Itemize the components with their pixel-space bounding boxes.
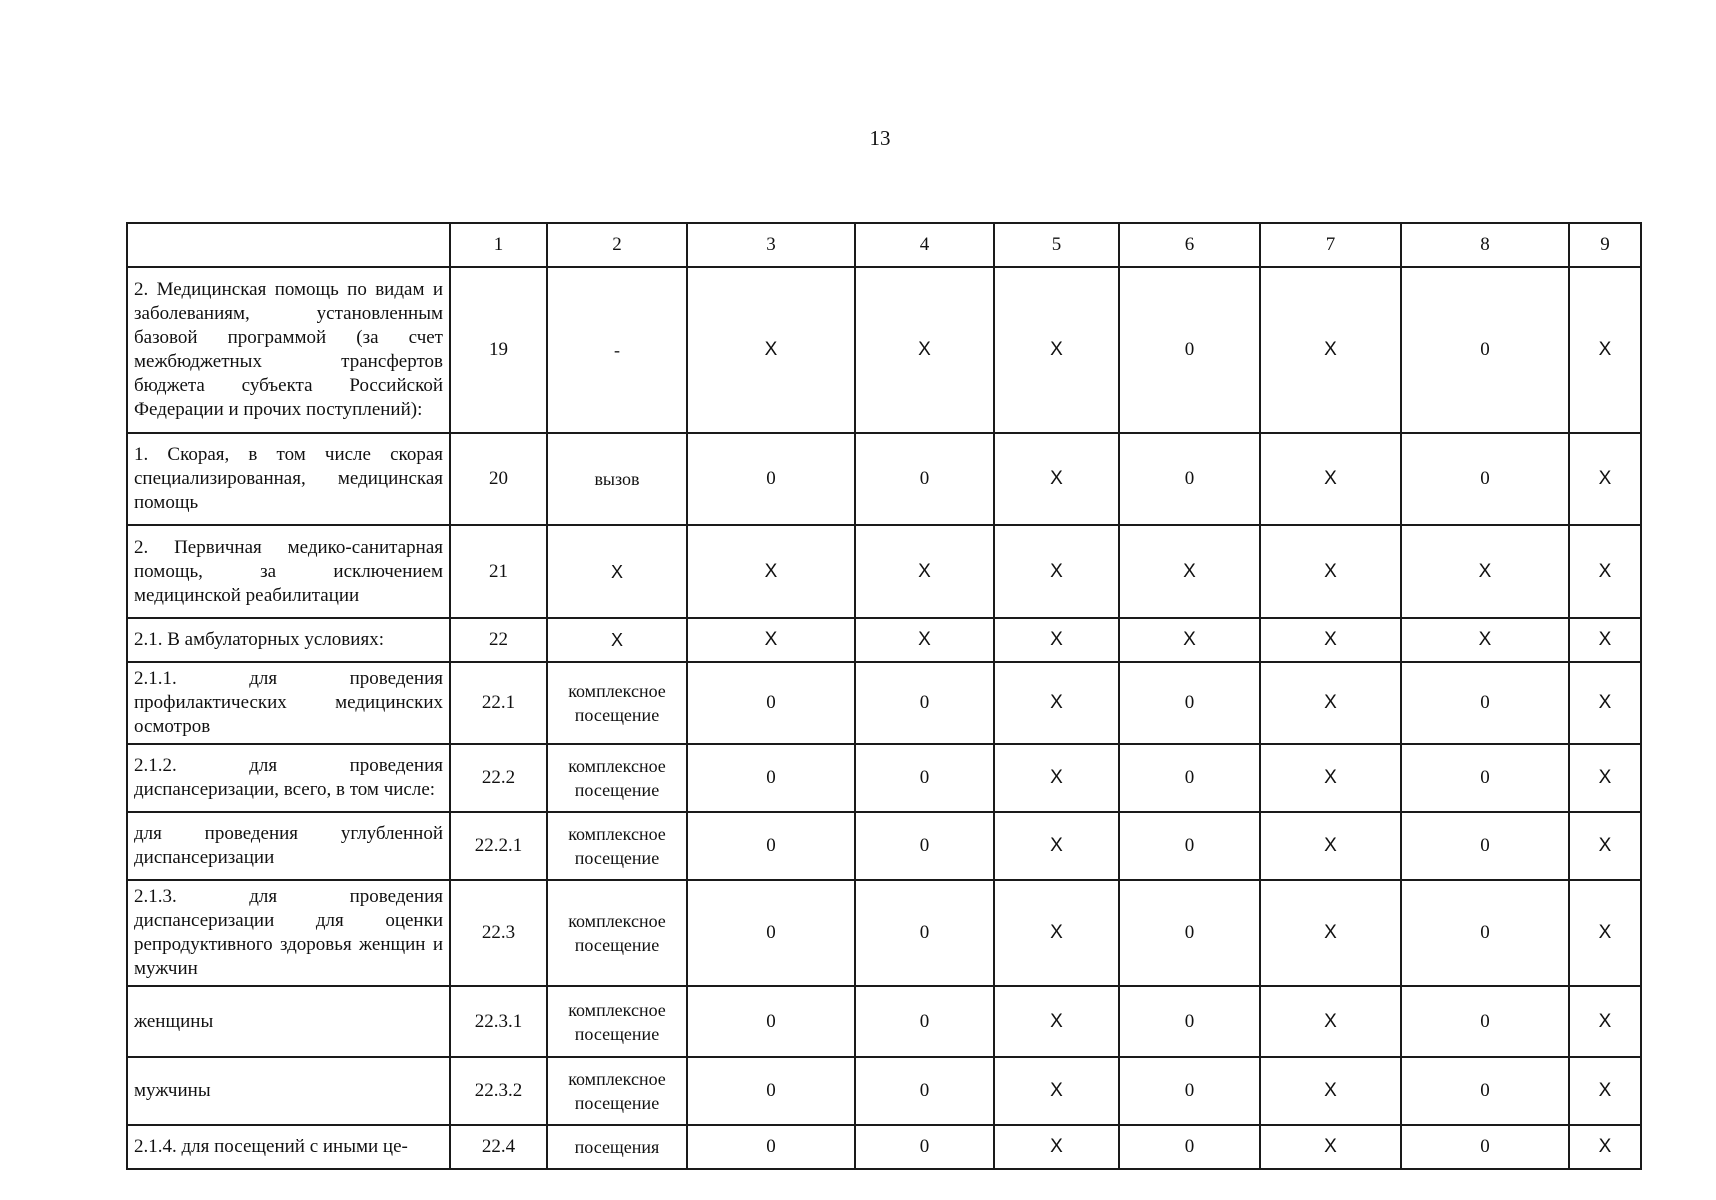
value-cell: 0 xyxy=(1401,880,1569,986)
value-cell: 0 xyxy=(855,1125,994,1169)
value-cell: X xyxy=(1260,880,1401,986)
value-cell: X xyxy=(1569,525,1641,618)
row-name-cell: женщины xyxy=(127,986,450,1057)
value-cell: X xyxy=(994,267,1119,433)
value-cell: 0 xyxy=(1119,662,1260,744)
value-cell: 0 xyxy=(855,812,994,880)
unit-cell: комплексное посещение xyxy=(547,986,687,1057)
value-cell: X xyxy=(1260,618,1401,662)
table-row xyxy=(127,662,1641,744)
row-name-cell: 2. Первичная медико-санитарная помощь, за исключением медицинской реабилитации xyxy=(127,525,450,618)
row-number-cell: 22.2.1 xyxy=(450,812,547,880)
row-number-cell: 22.3.2 xyxy=(450,1057,547,1125)
header-cell: 8 xyxy=(1401,223,1569,267)
header-cell: 6 xyxy=(1119,223,1260,267)
value-cell: 0 xyxy=(1401,812,1569,880)
value-cell: X xyxy=(1260,1125,1401,1169)
row-number-cell: 22.4 xyxy=(450,1125,547,1169)
unit-cell: вызов xyxy=(547,433,687,525)
value-cell: 0 xyxy=(855,880,994,986)
header-cell: 5 xyxy=(994,223,1119,267)
value-cell: 0 xyxy=(1401,267,1569,433)
value-cell: 0 xyxy=(1119,744,1260,812)
value-cell: 0 xyxy=(1401,433,1569,525)
value-cell: X xyxy=(1569,1125,1641,1169)
column-number-row xyxy=(127,223,1641,267)
value-cell: X xyxy=(1260,662,1401,744)
value-cell: X xyxy=(1260,433,1401,525)
table-row xyxy=(127,267,1641,433)
value-cell: X xyxy=(1119,618,1260,662)
value-cell: X xyxy=(1260,267,1401,433)
table-row xyxy=(127,433,1641,525)
value-cell: X xyxy=(994,618,1119,662)
table-row xyxy=(127,812,1641,880)
value-cell: X xyxy=(1569,812,1641,880)
value-cell: 0 xyxy=(687,433,855,525)
value-cell: X xyxy=(855,618,994,662)
value-cell: X xyxy=(1260,986,1401,1057)
value-cell: X xyxy=(1401,618,1569,662)
value-cell: X xyxy=(1569,744,1641,812)
table-body xyxy=(127,223,1641,1169)
header-cell: 2 xyxy=(547,223,687,267)
value-cell: X xyxy=(994,744,1119,812)
value-cell: 0 xyxy=(687,880,855,986)
unit-cell: посещения xyxy=(547,1125,687,1169)
row-number-cell: 22 xyxy=(450,618,547,662)
row-name-cell: для проведения углубленной диспансеризации xyxy=(127,812,450,880)
row-name-cell: 2.1.2. для проведения диспансеризации, всего, в том числе: xyxy=(127,744,450,812)
row-name-cell: 2. Медицинская помощь по видам и заболеваниям, установленным базовой программой (за счет межбюджетных трансфертов бюджета субъекта Российской Федерации и прочих поступлений): xyxy=(127,267,450,433)
row-number-cell: 20 xyxy=(450,433,547,525)
unit-cell: - xyxy=(547,267,687,433)
value-cell: X xyxy=(1260,812,1401,880)
value-cell: 0 xyxy=(687,986,855,1057)
value-cell: X xyxy=(994,880,1119,986)
value-cell: X xyxy=(994,662,1119,744)
value-cell: 0 xyxy=(1119,1057,1260,1125)
row-number-cell: 21 xyxy=(450,525,547,618)
value-cell: 0 xyxy=(1401,1057,1569,1125)
unit-cell: комплексное посещение xyxy=(547,662,687,744)
value-cell: X xyxy=(994,525,1119,618)
value-cell: 0 xyxy=(1401,986,1569,1057)
value-cell: X xyxy=(855,267,994,433)
value-cell: X xyxy=(687,618,855,662)
value-cell: X xyxy=(994,1125,1119,1169)
value-cell: X xyxy=(994,433,1119,525)
value-cell: 0 xyxy=(1119,880,1260,986)
value-cell: X xyxy=(1260,525,1401,618)
value-cell: X xyxy=(687,267,855,433)
header-cell: 4 xyxy=(855,223,994,267)
table-row xyxy=(127,744,1641,812)
table-row xyxy=(127,1057,1641,1125)
row-name-cell: 2.1. В амбулаторных условиях: xyxy=(127,618,450,662)
value-cell: 0 xyxy=(687,1125,855,1169)
value-cell: X xyxy=(1569,880,1641,986)
value-cell: X xyxy=(994,812,1119,880)
table-row xyxy=(127,525,1641,618)
table-row xyxy=(127,1125,1641,1169)
value-cell: X xyxy=(1569,267,1641,433)
value-cell: 0 xyxy=(687,662,855,744)
row-name-cell: 2.1.1. для проведения профилактических медицинских осмотров xyxy=(127,662,450,744)
value-cell: 0 xyxy=(855,662,994,744)
value-cell: 0 xyxy=(687,1057,855,1125)
row-number-cell: 22.1 xyxy=(450,662,547,744)
unit-cell: комплексное посещение xyxy=(547,812,687,880)
unit-cell: X xyxy=(547,618,687,662)
value-cell: 0 xyxy=(1119,986,1260,1057)
value-cell: 0 xyxy=(1401,662,1569,744)
value-cell: X xyxy=(1569,662,1641,744)
row-number-cell: 22.3 xyxy=(450,880,547,986)
row-name-cell: 2.1.4. для посещений с иными це- xyxy=(127,1125,450,1169)
header-cell: 9 xyxy=(1569,223,1641,267)
value-cell: 0 xyxy=(687,812,855,880)
value-cell: 0 xyxy=(1401,1125,1569,1169)
unit-cell: X xyxy=(547,525,687,618)
row-name-cell: 1. Скорая, в том числе скорая специализированная, медицинская помощь xyxy=(127,433,450,525)
value-cell: 0 xyxy=(687,744,855,812)
value-cell: X xyxy=(1260,1057,1401,1125)
unit-cell: комплексное посещение xyxy=(547,744,687,812)
header-cell: 7 xyxy=(1260,223,1401,267)
row-name-cell: 2.1.3. для проведения диспансеризации для оценки репродуктивного здоровья женщин и мужчин xyxy=(127,880,450,986)
row-number-cell: 22.3.1 xyxy=(450,986,547,1057)
unit-cell: комплексное посещение xyxy=(547,880,687,986)
value-cell: X xyxy=(1569,1057,1641,1125)
value-cell: X xyxy=(855,525,994,618)
value-cell: 0 xyxy=(1119,433,1260,525)
value-cell: X xyxy=(1119,525,1260,618)
value-cell: X xyxy=(994,986,1119,1057)
row-number-cell: 22.2 xyxy=(450,744,547,812)
value-cell: 0 xyxy=(855,433,994,525)
value-cell: X xyxy=(1569,618,1641,662)
value-cell: 0 xyxy=(855,986,994,1057)
table-row xyxy=(127,618,1641,662)
value-cell: 0 xyxy=(1119,1125,1260,1169)
table-row xyxy=(127,986,1641,1057)
table-row xyxy=(127,880,1641,986)
value-cell: X xyxy=(1569,433,1641,525)
header-cell: 1 xyxy=(450,223,547,267)
value-cell: X xyxy=(1260,744,1401,812)
value-cell: 0 xyxy=(855,1057,994,1125)
page-number: 13 xyxy=(869,126,891,150)
value-cell: X xyxy=(687,525,855,618)
unit-cell: комплексное посещение xyxy=(547,1057,687,1125)
value-cell: 0 xyxy=(1119,812,1260,880)
value-cell: 0 xyxy=(1401,744,1569,812)
value-cell: X xyxy=(1569,986,1641,1057)
value-cell: 0 xyxy=(1119,267,1260,433)
header-cell: 3 xyxy=(687,223,855,267)
value-cell: X xyxy=(1401,525,1569,618)
row-number-cell: 19 xyxy=(450,267,547,433)
value-cell: 0 xyxy=(855,744,994,812)
data-table xyxy=(126,222,1642,1170)
value-cell: X xyxy=(994,1057,1119,1125)
header-cell xyxy=(127,223,450,267)
row-name-cell: мужчины xyxy=(127,1057,450,1125)
